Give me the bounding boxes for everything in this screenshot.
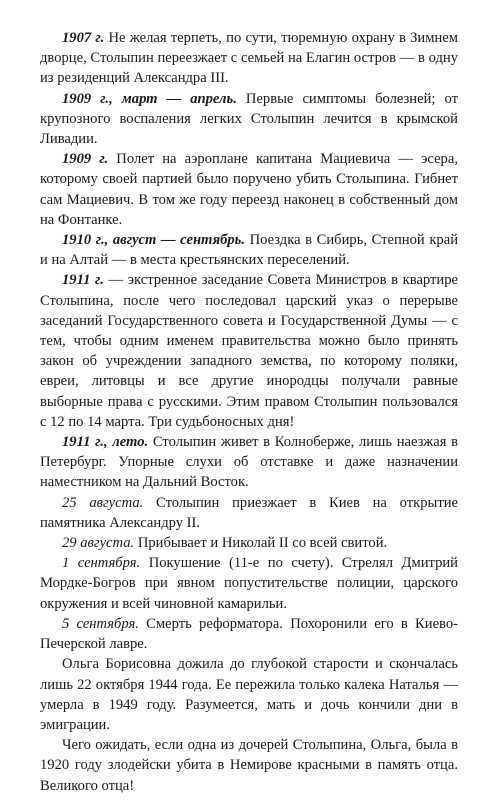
entry-date: 1911 г. (62, 272, 104, 289)
entry-text: Покушение (11-е по счету). Стрелял Дмитрий Мордке-Богров при явном попустительстве полиции, царского окружения и всей чиновной камарильи. (40, 555, 458, 612)
chronicle-entry-1909-spring (40, 89, 458, 150)
chronicle-entry-1911-summer (40, 432, 458, 493)
book-page (40, 28, 458, 796)
entry-date: 5 сентября. (62, 615, 139, 632)
chronicle-entry-sep-5 (40, 614, 458, 654)
entry-text: Полет на аэроплане капитана Мациевича — эсера, которому своей партией было поручено убить Столыпина. Гибнет сам Мациевич. В том же году переезд наконец в собственный дом на Фонтанке. (40, 151, 458, 228)
entry-text: Поездка в Сибирь, Степной край и на Алтай — в места крестьянских переселений. (40, 232, 459, 269)
chronicle-entry-1911 (40, 270, 458, 432)
chronicle-entry-sep-1 (40, 553, 458, 614)
entry-date: 1909 г., март — апрель. (62, 90, 237, 107)
chronicle-entry-aug-25 (40, 493, 458, 533)
entry-text: Столыпин живет в Колноберже, лишь наезжая в Петербург. Упорные слухи об отставке и даже назначении наместником на Дальний Восток. (40, 434, 458, 491)
entry-date: 1911 г., лето. (62, 434, 149, 451)
entry-text: Прибывает и Николай II со всей свитой. (134, 535, 388, 552)
closing-paragraph-1: Ольга Борисовна дожила до глубокой старости и скончалась лишь 22 октября 1944 года. Ее пережила только калека Наталья — умерла в 1949 году. Разумеется, мать и дочь кончили дни в эмиграции. (40, 656, 458, 733)
entry-text: Первые симптомы болезней; от крупозного воспаления легких Столыпин лечится в крымской Ливадии. (40, 90, 458, 148)
chronicle-entry-1909-flight (40, 149, 458, 230)
entry-date: 25 августа. (62, 494, 144, 511)
entry-text: Смерть реформатора. Похоронили его в Киево-Печерской лавре. (40, 615, 459, 653)
chronicle-entry-aug-29 (40, 533, 458, 553)
chronicle-entry-1907 (40, 28, 458, 89)
entry-date: 29 августа. (62, 535, 135, 552)
entry-text: Столыпин приезжает в Киев на открытие памятника Александру II. (40, 494, 458, 531)
entry-date: 1 сентября. (62, 555, 141, 572)
entry-text: Не желая терпеть, по сути, тюремную охрану в Зимнем дворце, Столыпин переезжает с семьей на Елагин остров — в одну из резиденций Александра III. (40, 30, 458, 87)
entry-date: 1907 г. (62, 30, 105, 46)
closing-paragraph-2: Чего ожидать, если одна из дочерей Столыпина, Ольга, была в 1920 году злодейски убита в Немирове красными в память отца. Великого отца! (40, 737, 458, 794)
entry-text: — экстренное заседание Совета Министров в квартире Столыпина, после чего последовал царский указ о перерыве заседаний Государственного совета и Государственной Думы — с тем, чтобы одним именем правительства можно было принять закон об учреждении западного земства, по которому поляки, евреи, литовцы и все другие инородцы получали равные выборные права с русскими. Этим правом Столыпин пользовался с 12 по 14 марта. Три судьбоносных дня! (40, 272, 458, 430)
entry-date: 1909 г. (62, 151, 109, 168)
chronicle-entry-1910 (40, 230, 458, 270)
entry-date: 1910 г., август — сентябрь. (62, 232, 245, 249)
